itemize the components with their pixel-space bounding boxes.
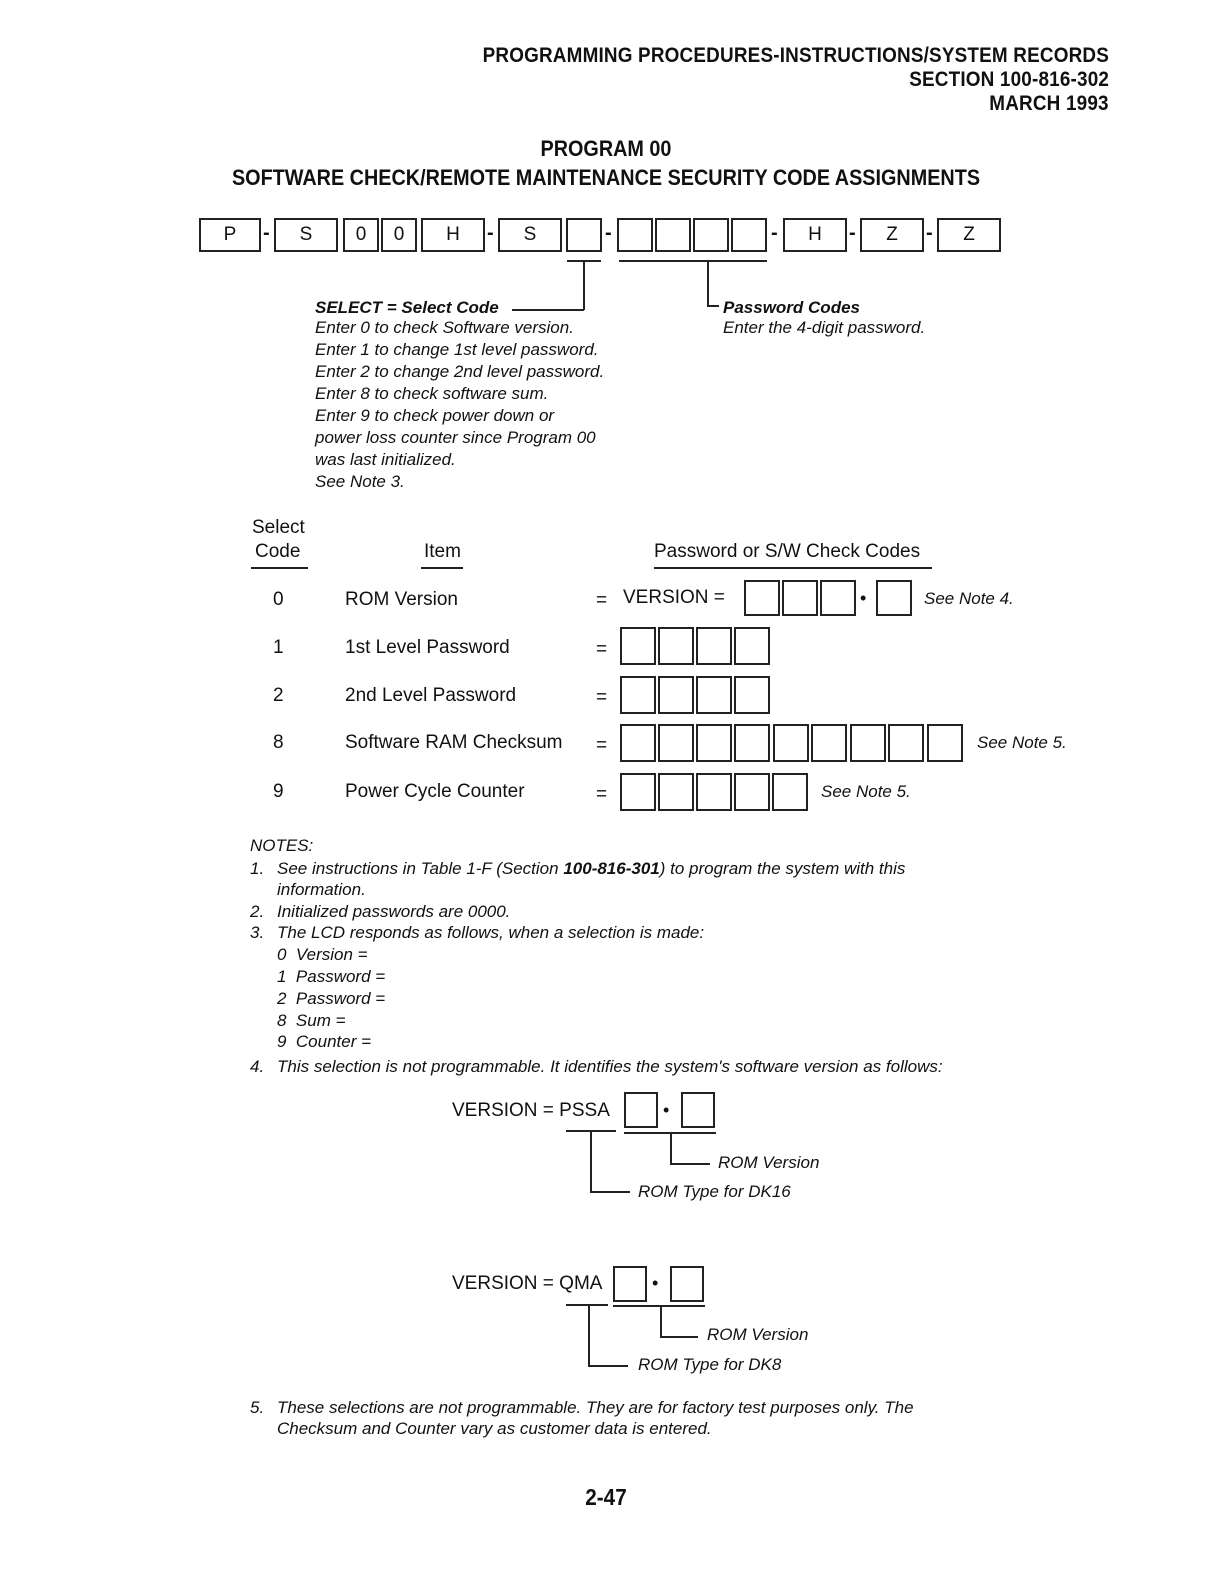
key-dash: - [849, 222, 856, 244]
notes-heading: NOTES: [250, 836, 314, 855]
col-header-select: Select [252, 517, 305, 538]
version-digit-box [681, 1092, 715, 1128]
page-number: 2-47 [585, 1484, 627, 1510]
rom-type-connector [590, 1130, 592, 1192]
col-header-item: Item [424, 541, 461, 562]
row-item: ROM Version [345, 589, 458, 610]
note-4: This selection is not programmable. It identifies the system's software version as follows: [277, 1057, 943, 1076]
rom-type-leader [588, 1365, 628, 1367]
counter-digit-box [772, 773, 808, 811]
key-box-password [655, 218, 691, 252]
version-prefix: VERSION = [623, 587, 725, 608]
rom-type-connector [588, 1304, 590, 1366]
row-equals: = [596, 784, 608, 805]
checksum-digit-box [696, 724, 732, 762]
key-box-0: 0 [381, 218, 417, 252]
key-box-h: H [783, 218, 847, 252]
note-number: 4. [250, 1057, 265, 1076]
version-dot: • [860, 588, 867, 608]
note-1-text: ) to program the system with this [659, 859, 906, 878]
rom-type-bracket [566, 1304, 608, 1306]
version-dot: • [652, 1273, 659, 1293]
header-line-2: SECTION 100-816-302 [909, 68, 1109, 91]
password-digit-box [620, 676, 656, 714]
row-equals: = [596, 735, 608, 756]
col-underline [251, 567, 308, 569]
select-line: See Note 3. [315, 472, 405, 491]
checksum-digit-box [620, 724, 656, 762]
password-digit-box [658, 627, 694, 665]
row-code: 0 [273, 589, 284, 610]
select-line: Enter 0 to check Software version. [315, 318, 574, 337]
program-subtitle: SOFTWARE CHECK/REMOTE MAINTENANCE SECURITY CODE ASSIGNMENTS [231, 165, 981, 190]
select-connector [583, 260, 585, 310]
version-digit-box [613, 1266, 647, 1302]
version-label: VERSION = QMA [452, 1273, 603, 1294]
checksum-digit-box [734, 724, 770, 762]
row-equals: = [596, 639, 608, 660]
version-digit-box [820, 580, 856, 616]
version-digit-box [624, 1092, 658, 1128]
col-header-code: Code [255, 541, 301, 562]
lcd-response: 8 Sum = [277, 1011, 346, 1030]
version-digit-box [876, 580, 912, 616]
checksum-digit-box [888, 724, 924, 762]
col-underline [654, 567, 932, 569]
counter-digit-box [620, 773, 656, 811]
key-box-password [617, 218, 653, 252]
rom-type-label: ROM Type for DK8 [638, 1355, 782, 1374]
checksum-digit-box [773, 724, 809, 762]
key-box-password [693, 218, 729, 252]
key-dash: - [926, 222, 933, 244]
rom-version-connector [670, 1132, 672, 1164]
note-number: 2. [250, 902, 265, 921]
row-item: 1st Level Password [345, 637, 510, 658]
key-box-s: S [274, 218, 338, 252]
header-line-3: MARCH 1993 [989, 92, 1109, 115]
lcd-response: 9 Counter = [277, 1032, 372, 1051]
key-box-password [731, 218, 767, 252]
select-leader [512, 309, 584, 311]
key-dash: - [605, 222, 612, 244]
row-note: See Note 5. [821, 782, 911, 801]
row-equals: = [596, 687, 608, 708]
row-item: 2nd Level Password [345, 685, 517, 706]
select-line: Enter 1 to change 1st level password. [315, 340, 599, 359]
counter-digit-box [658, 773, 694, 811]
row-code: 2 [273, 685, 284, 706]
checksum-digit-box [927, 724, 963, 762]
note-number: 1. [250, 859, 265, 878]
password-digit-box [696, 676, 732, 714]
row-code: 8 [273, 732, 284, 753]
key-box-s: S [498, 218, 562, 252]
rom-version-label: ROM Version [718, 1153, 820, 1172]
note-number: 5. [250, 1398, 265, 1417]
version-digit-box [744, 580, 780, 616]
version-digit-box [670, 1266, 704, 1302]
password-line: Enter the 4-digit password. [723, 318, 926, 337]
key-dash: - [771, 222, 778, 244]
password-digit-box [658, 676, 694, 714]
header-line-1: PROGRAMMING PROCEDURES-INSTRUCTIONS/SYSTEM RECORDS [482, 44, 1109, 67]
password-bracket [619, 260, 767, 262]
rom-version-connector [660, 1305, 662, 1337]
note-1-section: 100-816-301 [563, 859, 660, 878]
password-digit-box [734, 627, 770, 665]
counter-digit-box [696, 773, 732, 811]
col-underline [421, 567, 463, 569]
checksum-digit-box [658, 724, 694, 762]
key-box-z: Z [860, 218, 924, 252]
rom-type-leader [590, 1191, 630, 1193]
note-2: Initialized passwords are 0000. [277, 902, 511, 921]
select-line: Enter 2 to change 2nd level password. [315, 362, 605, 381]
key-dash: - [263, 222, 270, 244]
version-digit-box [782, 580, 818, 616]
key-box-select [566, 218, 602, 252]
row-code: 9 [273, 781, 284, 802]
row-code: 1 [273, 637, 284, 658]
note-1-continued: information. [277, 880, 366, 899]
key-box-p: P [199, 218, 261, 252]
password-digit-box [734, 676, 770, 714]
rom-version-label: ROM Version [707, 1325, 809, 1344]
password-digit-box [620, 627, 656, 665]
select-line: Enter 9 to check power down or [315, 406, 555, 425]
rom-version-leader [660, 1336, 698, 1338]
rom-version-bracket [613, 1305, 705, 1307]
counter-digit-box [734, 773, 770, 811]
select-line: power loss counter since Program 00 [315, 428, 596, 447]
rom-type-label: ROM Type for DK16 [638, 1182, 791, 1201]
row-note: See Note 4. [924, 589, 1014, 608]
row-item: Power Cycle Counter [345, 781, 525, 802]
note-1 [277, 859, 987, 879]
lcd-response: 2 Password = [277, 989, 386, 1008]
password-connector [707, 260, 709, 306]
row-equals: = [596, 590, 608, 611]
rom-version-leader [670, 1163, 710, 1165]
version-dot: • [663, 1100, 670, 1120]
select-line: Enter 8 to check software sum. [315, 384, 549, 403]
row-item: Software RAM Checksum [345, 732, 563, 753]
note-5-continued: Checksum and Counter vary as customer data is entered. [277, 1419, 712, 1438]
lcd-response: 1 Password = [277, 967, 386, 986]
note-3: The LCD responds as follows, when a selection is made: [277, 923, 705, 942]
version-label: VERSION = PSSA [452, 1100, 610, 1121]
password-heading: Password Codes [723, 298, 860, 317]
select-heading: SELECT = Select Code [315, 298, 499, 317]
checksum-digit-box [811, 724, 847, 762]
key-dash: - [487, 222, 494, 244]
key-box-0: 0 [343, 218, 379, 252]
select-line: was last initialized. [315, 450, 456, 469]
lcd-response: 0 Version = [277, 945, 368, 964]
checksum-digit-box [850, 724, 886, 762]
row-note: See Note 5. [977, 733, 1067, 752]
key-box-z: Z [937, 218, 1001, 252]
password-leader [707, 305, 719, 307]
note-5: These selections are not programmable. They are for factory test purposes only. The [277, 1398, 914, 1417]
password-digit-box [696, 627, 732, 665]
note-1-text: See instructions in Table 1-F (Section [277, 859, 564, 878]
note-number: 3. [250, 923, 265, 942]
key-box-h: H [421, 218, 485, 252]
program-title: PROGRAM 00 [540, 136, 672, 161]
col-header-codes: Password or S/W Check Codes [654, 541, 921, 562]
